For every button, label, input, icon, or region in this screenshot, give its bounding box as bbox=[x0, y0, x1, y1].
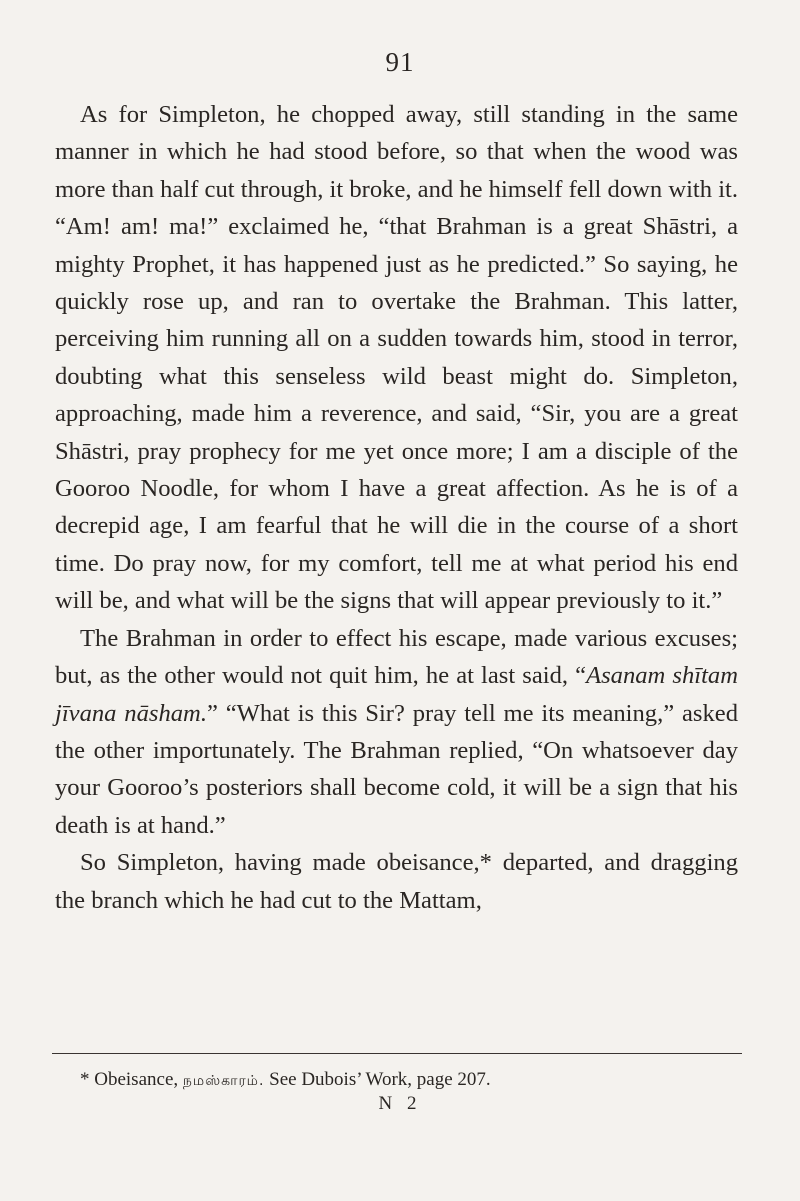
footnote-rule bbox=[52, 1053, 742, 1054]
footnote-reference: See Dubois’ Work, page 207. bbox=[269, 1069, 491, 1090]
main-text bbox=[55, 96, 738, 919]
footnote-tamil-word: நமஸ்காரம். bbox=[182, 1073, 265, 1089]
footnote-marker: * Obeisance, bbox=[80, 1069, 179, 1090]
footnote bbox=[80, 1067, 760, 1094]
page-number: 91 bbox=[385, 47, 415, 77]
signature-mark: N 2 bbox=[378, 1093, 422, 1114]
sanskrit-phrase: Asanam shītam jīvana nāsham. bbox=[55, 662, 738, 727]
paragraph-2 bbox=[55, 620, 738, 844]
paragraph-2-start: The Brahman in order to effect his escape, made various excuses; but, as the other would not quit him, he at last said, “ bbox=[55, 624, 738, 690]
paragraph-3: So Simpleton, having made obeisance,* departed, and dragging the branch which he had cut to the Mattam, bbox=[55, 849, 738, 914]
paragraph-1: As for Simpleton, he chopped away, still standing in the same manner in which he had stood before, so that when the wood was more than half cut through, it broke, and he himself fell down with it. “Am! am! ma!” exclaimed he, “that Brahman is a great Shāstri, a mighty Prophet, it has happened just as he predicted.” So saying, he quickly rose up, and ran to overtake the Brahman. This latter, perceiving him running all on a sudden towards him, stood in terror, doubting what this senseless wild beast might do. Simpleton, approaching, made him a reverence, and said, “Sir, you are a great Shāstri, pray prophecy for me yet once more; I am a disciple of the Gooroo Noodle, for whom I have a great affection. As he is of a decrepid age, I am fearful that he will die in the course of a short time. Do pray now, for my comfort, tell me at what period his end will be, and what will be the signs that will appear previously to it.” bbox=[55, 101, 739, 615]
paragraph-2-end: ” “What is this Sir? pray tell me its meaning,” asked the other importunately. The Brahman replied, “On whatsoever day your Gooroo’s posteriors shall become cold, it will be a sign that his death is at hand.” bbox=[55, 699, 738, 839]
